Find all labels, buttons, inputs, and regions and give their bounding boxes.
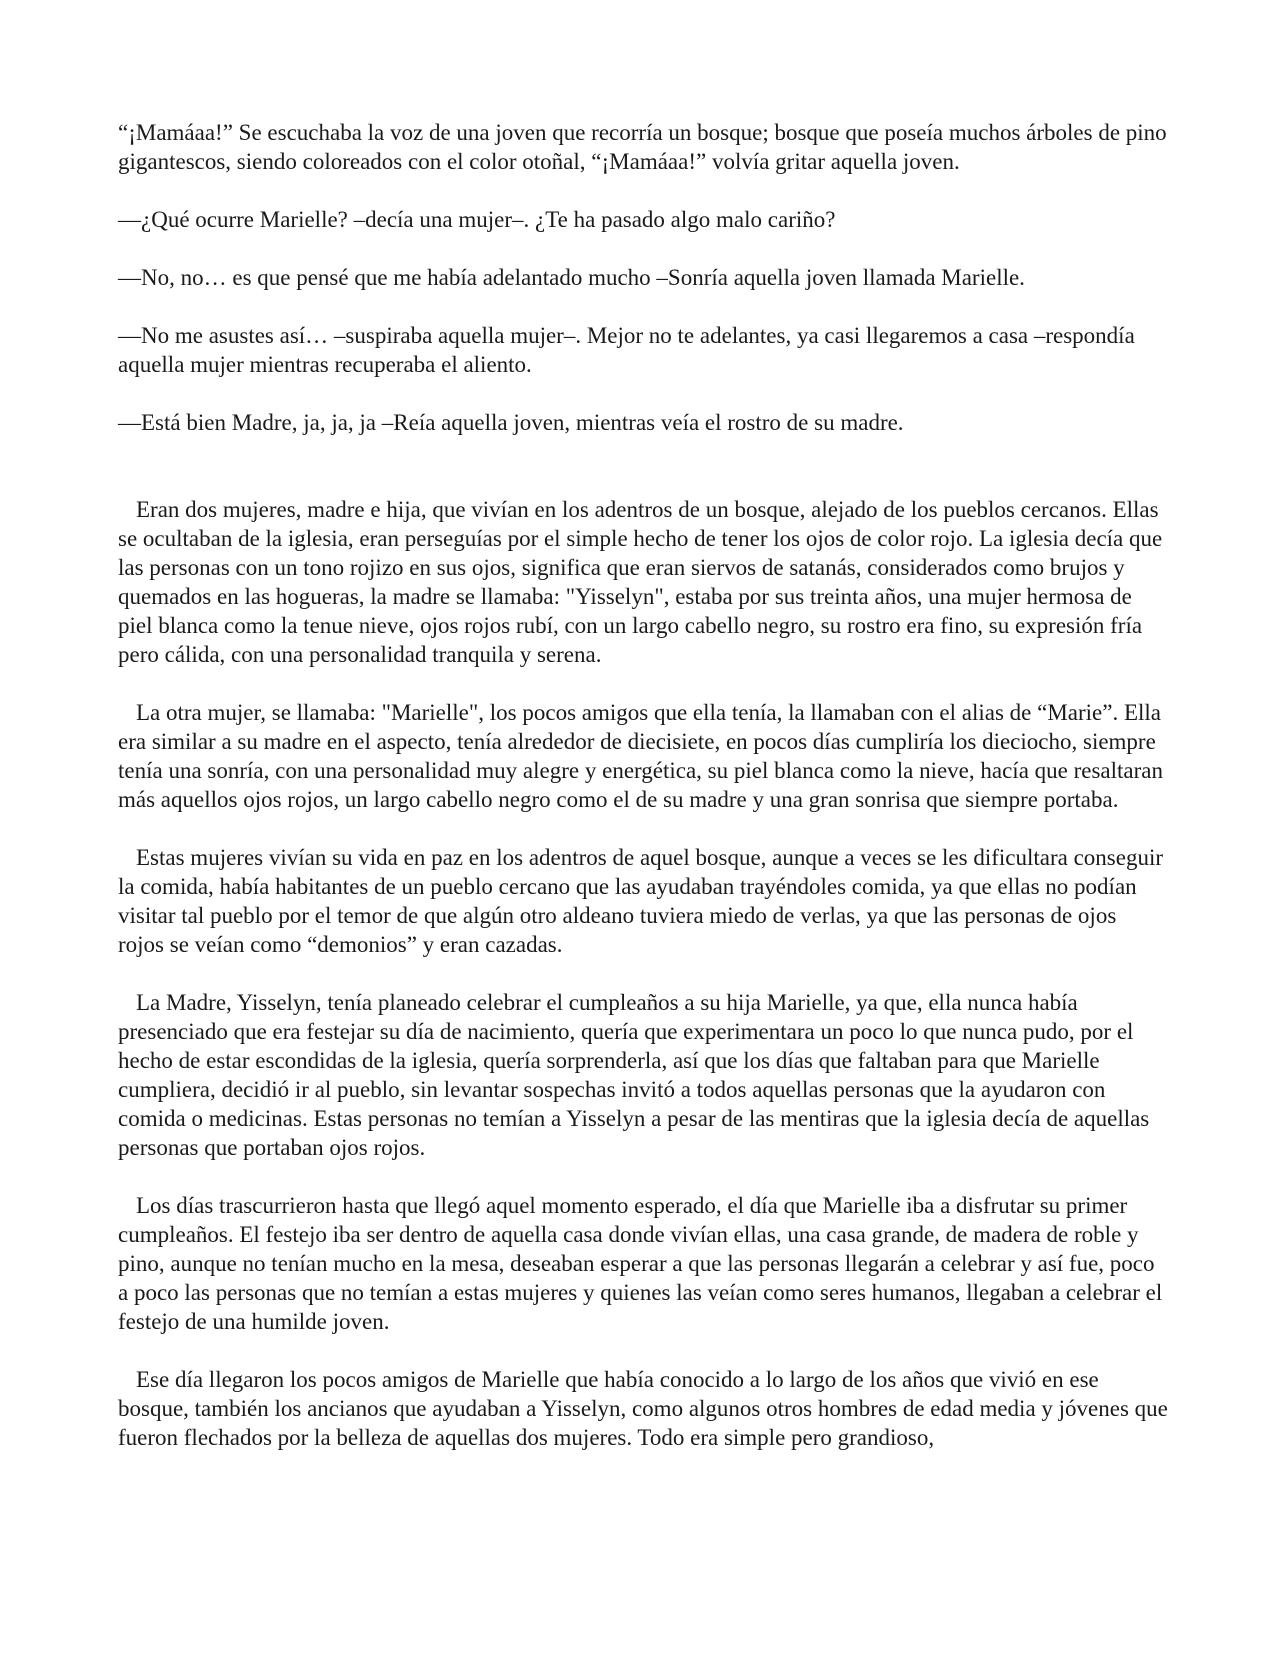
- text-body: [118, 118, 1168, 1481]
- narrative-paragraph: La otra mujer, se llamaba: "Marielle", los pocos amigos que ella tenía, la llamaban con el alias de “Marie”. Ella era similar a su madre en el aspecto, tenía alrededor de diecisiete, en pocos días cumpliría los dieciocho, siempre tenía una sonría, con una personalidad muy alegre y energética, su piel blanca como la nieve, hacía que resaltaran más aquellos ojos rojos, un largo cabello negro como el de su madre y una gran sonrisa que siempre portaba.: [118, 700, 1163, 812]
- narrative-paragraph: Estas mujeres vivían su vida en paz en los adentros de aquel bosque, aunque a veces se les dificultara conseguir la comida, había habitantes de un pueblo cercano que las ayudaban trayéndoles comida, ya que ellas no podían visitar tal pueblo por el temor de que algún otro aldeano tuviera miedo de verlas, ya que las personas de ojos rojos se veían como “demonios” y eran cazadas.: [118, 845, 1163, 957]
- narrative-paragraph: Ese día llegaron los pocos amigos de Marielle que había conocido a lo largo de los años que vivió en ese bosque, también los ancianos que ayudaban a Yisselyn, como algunos otros hombres de edad media y jóvenes que fueron flechados por la belleza de aquellas dos mujeres. Todo era simple pero grandioso,: [118, 1367, 1168, 1450]
- dialogue-line: —No, no… es que pensé que me había adelantado mucho –Sonría aquella joven llamada Marielle.: [118, 265, 1025, 290]
- dialogue-line: “¡Mamáaa!” Se escuchaba la voz de una joven que recorría un bosque; bosque que poseía muchos árboles de pino gigantescos, siendo coloreados con el color otoñal, “¡Mamáaa!” volvía gritar aquella joven.: [118, 120, 1167, 174]
- narrative-paragraph: Eran dos mujeres, madre e hija, que vivían en los adentros de un bosque, alejado de los pueblos cercanos. Ellas se ocultaban de la iglesia, eran perseguías por el simple hecho de tener los ojos de color rojo. La iglesia decía que las personas con un tono rojizo en sus ojos, significa que eran siervos de satanás, considerados como brujos y quemados en las hogueras, la madre se llamaba: "Yisselyn", estaba por sus treinta años, una mujer hermosa de piel blanca como la tenue nieve, ojos rojos rubí, con un largo cabello negro, su rostro era fino, su expresión fría pero cálida, con una personalidad tranquila y serena.: [118, 497, 1163, 667]
- dialogue-line: —No me asustes así… –suspiraba aquella mujer–. Mejor no te adelantes, ya casi llegaremos a casa –respondía aquella mujer mientras recuperaba el aliento.: [118, 323, 1135, 377]
- section-spacer: [118, 466, 1168, 495]
- narrative-paragraph: La Madre, Yisselyn, tenía planeado celebrar el cumpleaños a su hija Marielle, ya que, ella nunca había presenciado que era festejar su día de nacimiento, quería que experimentara un poco lo que nunca pudo, por el hecho de estar escondidas de la iglesia, quería sorprenderla, así que los días que faltaban para que Marielle cumpliera, decidió ir al pueblo, sin levantar sospechas invitó a todos aquellas personas que la ayudaron con comida o medicinas. Estas personas no temían a Yisselyn a pesar de las mentiras que la iglesia decía de aquellas personas que portaban ojos rojos.: [118, 990, 1150, 1160]
- dialogue-line: —¿Qué ocurre Marielle? –decía una mujer–. ¿Te ha pasado algo malo cariño?: [118, 207, 836, 232]
- narrative-paragraph: Los días trascurrieron hasta que llegó aquel momento esperado, el día que Marielle iba a disfrutar su primer cumpleaños. El festejo iba ser dentro de aquella casa donde vivían ellas, una casa grande, de madera de roble y pino, aunque no tenían mucho en la mesa, deseaban esperar a que las personas llegarán a celebrar y así fue, poco a poco las personas que no temían a estas mujeres y quienes las veían como seres humanos, llegaban a celebrar el festejo de una humilde joven.: [118, 1193, 1163, 1334]
- dialogue-line: —Está bien Madre, ja, ja, ja –Reía aquella joven, mientras veía el rostro de su madre.: [118, 410, 904, 435]
